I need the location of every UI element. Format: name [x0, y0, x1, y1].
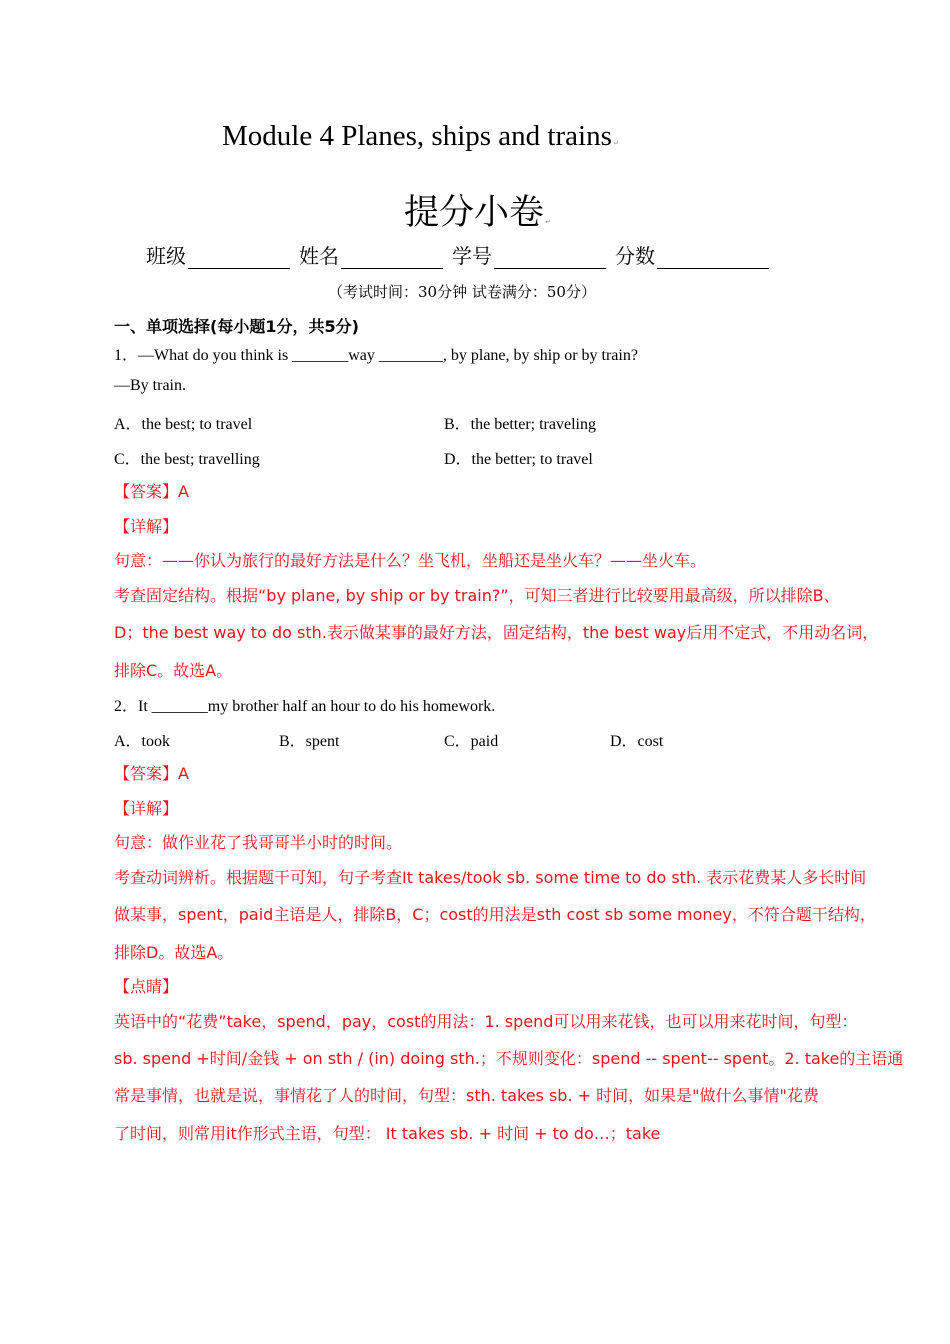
q1-explain-line-2: D；the best way to do sth.表示做某事的最好方法，固定结构，the best way后用不定式，不用动名词，	[114, 623, 879, 642]
q1-explain-line-3: 排除C。故选A。	[114, 661, 233, 680]
q2-answer: 【答案】A	[114, 764, 189, 783]
q1-answer: 【答案】A	[114, 482, 189, 501]
exam-meta: （考试时间：30分钟 试卷满分：50分）	[328, 283, 596, 301]
q2-point-label: 【点睛】	[114, 977, 179, 996]
q2-point-line-1: 英语中的“花费”take，spend，pay，cost的用法：1. spend可以用来花钱，也可以用来花时间，句型：	[114, 1012, 858, 1031]
q2-explain-line-1: 考查动词辨析。根据题干可知，句子考查It takes/took sb. some time to do sth. 表示花费某人多长时间	[114, 868, 867, 887]
q2-point-line-3: 常是事情，也就是说，事情花了人的时间，句型：sth. takes sb. + 时间，如果是"做什么事情"花费	[114, 1086, 819, 1105]
q2-meaning: 句意：做作业花了我哥哥半小时的时间。	[114, 833, 403, 852]
q2-option-c: C．paid	[444, 733, 499, 750]
q1-option-d: D．the better; to travel	[444, 451, 593, 468]
q2-detail-label: 【详解】	[114, 799, 179, 818]
q1-option-b: B．the better; traveling	[444, 416, 596, 433]
q1-explain-line-1: 考查固定结构。根据“by plane, by ship or by train?”，可知三者进行比较要用最高级，所以排除B、	[114, 586, 840, 605]
q2-explain-line-3: 排除D。故选A。	[114, 943, 234, 962]
name-field: 姓名	[299, 240, 443, 269]
q2-stem: 2．It _______my brother half an hour to do his homework.	[114, 698, 496, 715]
score-field: 分数	[615, 240, 769, 269]
document-subtitle: 提分小卷↵	[404, 193, 551, 233]
class-field: 班级	[146, 240, 290, 269]
q2-point-line-4: 了时间，则常用it作形式主语，句型： It takes sb. + 时间 + to do…；take	[114, 1124, 661, 1143]
q1-stem: 1．—What do you think is _______way ________, by plane, by ship or by train?	[114, 347, 638, 364]
q1-reply: —By train.	[114, 377, 186, 394]
q2-option-b: B．spent	[279, 733, 340, 750]
q2-option-a: A．took	[114, 733, 171, 750]
q2-option-d: D．cost	[610, 733, 664, 750]
q1-option-c: C．the best; travelling	[114, 451, 260, 468]
document-title: Module 4 Planes, ships and trains↵	[222, 120, 619, 152]
q1-detail-label: 【详解】	[114, 517, 179, 536]
q2-explain-line-2: 做某事，spent，paid主语是人，排除B，C；cost的用法是sth cost sb some money，不符合题干结构，	[114, 905, 876, 924]
q1-meaning: 句意：——你认为旅行的最好方法是什么？坐飞机，坐船还是坐火车？——坐火车。	[114, 551, 707, 570]
q2-point-line-2: sb. spend +时间/金钱 + on sth / (in) doing sth.；不规则变化：spend -- spent-- spent。2. take的主语通	[114, 1049, 904, 1068]
q1-option-a: A．the best; to travel	[114, 416, 253, 433]
section-heading: 一、单项选择(每小题1分，共5分)	[114, 317, 359, 336]
student-number-field: 学号	[452, 240, 606, 269]
